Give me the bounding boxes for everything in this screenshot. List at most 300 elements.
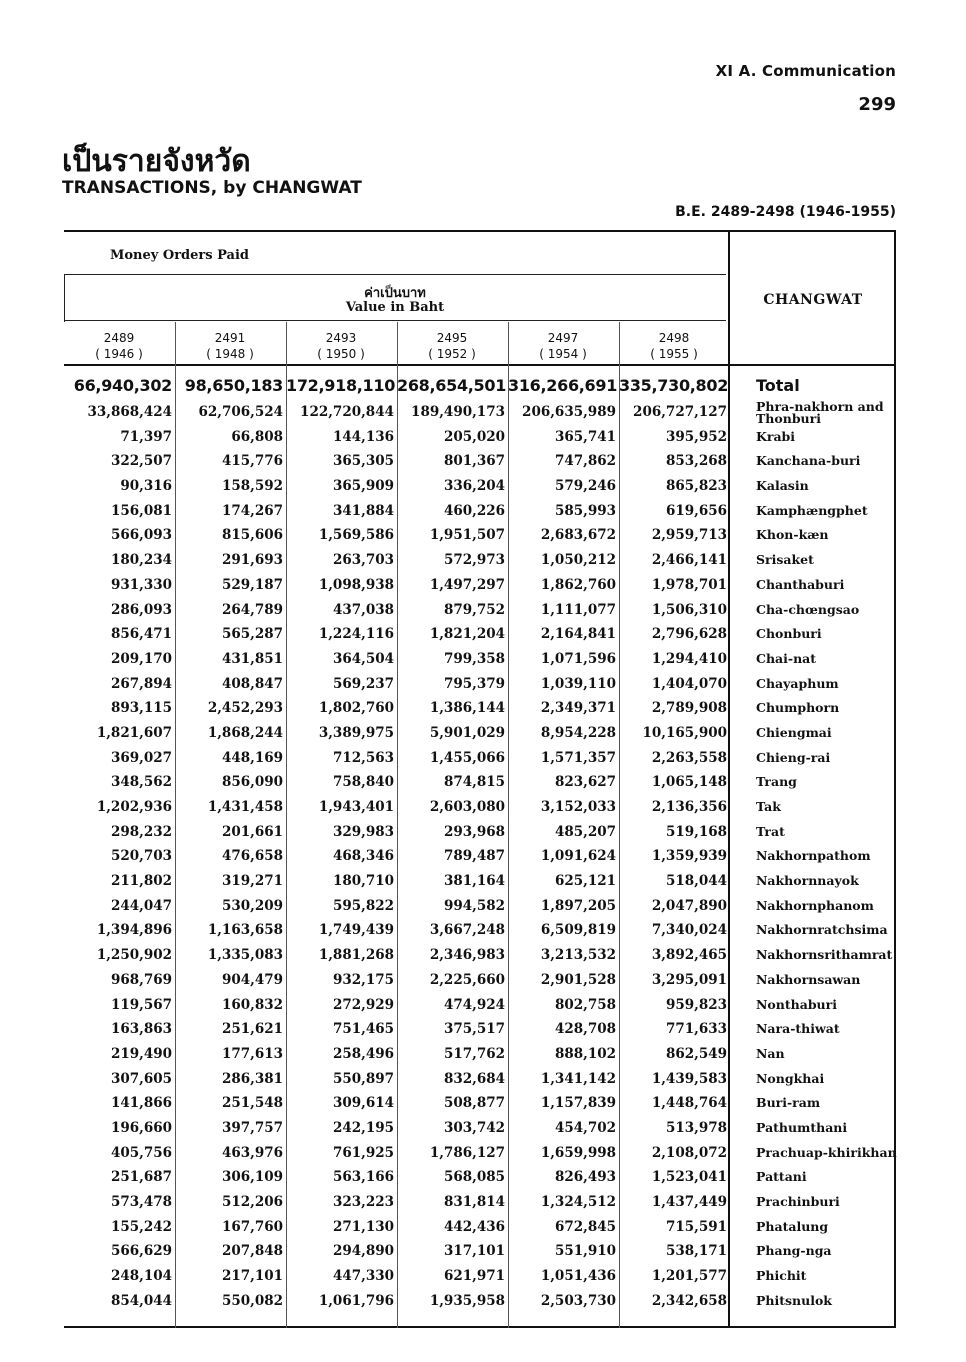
value-cell: 893,115 — [110, 700, 172, 717]
value-cell: 1,250,902 — [96, 947, 172, 964]
changwat-name: Nonthaburi — [756, 996, 837, 1012]
value-cell: 3,152,033 — [540, 799, 616, 815]
value-cell: 747,862 — [554, 453, 616, 470]
value-cell: 158,592 — [221, 478, 283, 495]
value-cell: 1,335,083 — [207, 947, 283, 964]
value-cell: 442,436 — [443, 1218, 505, 1235]
table-row — [64, 1190, 896, 1215]
value-cell: 180,710 — [332, 873, 394, 890]
changwat-name: Chiengmai — [756, 724, 832, 740]
table-row — [64, 820, 896, 845]
table-row — [64, 622, 896, 647]
value-cell: 454,702 — [554, 1119, 616, 1136]
value-cell: 62,706,524 — [198, 404, 283, 420]
changwat-name: Phang-nga — [756, 1243, 832, 1259]
value-cell: 1,404,070 — [651, 675, 727, 692]
group-label: Money Orders Paid — [110, 248, 249, 263]
value-cell: 1,569,586 — [318, 527, 394, 544]
value-cell: 2,901,528 — [540, 971, 616, 988]
year-header — [175, 330, 285, 362]
value-cell: 2,959,713 — [651, 527, 727, 544]
value-cell: 874,815 — [443, 774, 505, 791]
table-row — [64, 1042, 896, 1067]
value-cell: 795,379 — [443, 675, 505, 692]
value-cell: 408,847 — [221, 675, 283, 692]
value-cell: 293,968 — [443, 823, 505, 840]
year-be: 2491 — [214, 331, 246, 345]
value-cell: 66,940,302 — [73, 376, 172, 395]
value-cell: 1,497,297 — [429, 576, 505, 593]
value-cell: 286,093 — [110, 601, 172, 618]
value-cell: 33,868,424 — [87, 404, 172, 420]
value-cell: 1,881,268 — [318, 947, 394, 964]
table-row — [64, 894, 896, 919]
value-cell: 267,894 — [110, 675, 172, 692]
value-cell: 201,661 — [221, 823, 283, 840]
value-cell: 258,496 — [332, 1045, 394, 1062]
value-cell: 566,093 — [110, 527, 172, 544]
section-reference: XI A. Communication — [715, 62, 896, 80]
value-cell: 1,163,658 — [207, 922, 283, 939]
value-cell: 751,465 — [332, 1021, 394, 1038]
value-cell: 447,330 — [332, 1268, 394, 1285]
value-cell: 517,762 — [443, 1045, 505, 1062]
value-cell: 251,687 — [110, 1169, 172, 1186]
table-row — [64, 918, 896, 943]
page-number: 299 — [858, 94, 896, 115]
value-cell: 10,165,900 — [642, 724, 727, 741]
money-orders-table — [64, 230, 896, 1328]
value-cell: 3,213,532 — [540, 947, 616, 964]
value-cell: 513,978 — [665, 1119, 727, 1136]
changwat-name: Trang — [756, 774, 797, 790]
value-cell: 8,954,228 — [540, 724, 616, 741]
value-cell: 512,206 — [221, 1194, 283, 1210]
value-cell: 294,890 — [332, 1243, 394, 1260]
value-cell: 508,877 — [443, 1095, 505, 1112]
rule-under-value-label — [64, 320, 726, 321]
value-cell: 538,171 — [665, 1243, 727, 1260]
value-cell: 2,466,141 — [651, 552, 727, 569]
value-cell: 888,102 — [554, 1045, 616, 1062]
value-cell: 1,659,998 — [540, 1144, 616, 1161]
changwat-name: Krabi — [756, 428, 796, 444]
value-cell: 263,703 — [332, 552, 394, 569]
value-cell: 2,683,672 — [540, 527, 616, 544]
changwat-name: Buri-ram — [756, 1095, 821, 1111]
value-cell: 715,591 — [665, 1218, 727, 1235]
value-cell: 761,925 — [332, 1144, 394, 1161]
table-row — [64, 499, 896, 524]
value-cell: 1,951,507 — [429, 527, 505, 544]
table-row — [64, 523, 896, 548]
value-cell: 307,605 — [110, 1070, 172, 1087]
value-cell: 2,342,658 — [651, 1292, 727, 1309]
value-cell: 244,047 — [110, 897, 172, 914]
table-row — [64, 1289, 896, 1314]
value-label-english: Value in Baht — [345, 300, 445, 315]
value-cell: 1,294,410 — [651, 650, 727, 667]
value-cell: 1,943,401 — [318, 799, 394, 815]
table-row — [64, 1239, 896, 1264]
value-cell: 2,263,558 — [651, 749, 727, 766]
year-be: 2495 — [436, 331, 468, 345]
table-row — [64, 1141, 896, 1166]
changwat-name: Khon-kæn — [756, 527, 829, 543]
table-row — [64, 721, 896, 746]
value-cell: 365,909 — [332, 478, 394, 495]
value-cell: 856,471 — [110, 626, 172, 643]
value-cell: 364,504 — [332, 650, 394, 667]
value-cell: 585,993 — [554, 502, 616, 519]
year-be: 2493 — [325, 331, 357, 345]
table-row — [64, 746, 896, 771]
value-cell: 2,346,983 — [429, 947, 505, 964]
changwat-name: Trat — [756, 823, 785, 839]
value-cell: 551,910 — [554, 1243, 616, 1260]
value-cell: 625,121 — [554, 873, 616, 890]
value-cell: 854,044 — [110, 1292, 172, 1309]
value-cell: 6,509,819 — [540, 922, 616, 939]
value-cell: 569,237 — [332, 675, 394, 692]
value-cell: 1,786,127 — [429, 1144, 505, 1161]
year-ce: ( 1955 ) — [650, 347, 698, 361]
table-row — [64, 672, 896, 697]
value-cell: 1,324,512 — [540, 1194, 616, 1210]
changwat-name: Cha-chœngsao — [756, 601, 860, 617]
changwat-name: Phitsnulok — [756, 1292, 832, 1308]
value-cell: 1,821,607 — [96, 724, 172, 741]
value-cell: 1,523,041 — [651, 1169, 727, 1186]
value-cell: 264,789 — [221, 601, 283, 618]
value-cell: 206,727,127 — [633, 404, 727, 420]
changwat-name: Kanchana-buri — [756, 453, 861, 469]
value-cell: 1,065,148 — [651, 774, 727, 791]
value-cell: 309,614 — [332, 1095, 394, 1112]
value-cell: 968,769 — [110, 971, 172, 988]
value-cell: 271,130 — [332, 1218, 394, 1235]
value-cell: 563,166 — [332, 1169, 394, 1186]
value-cell: 530,209 — [221, 897, 283, 914]
value-cell: 485,207 — [554, 823, 616, 840]
value-cell: 180,234 — [110, 552, 172, 569]
value-cell: 1,050,212 — [540, 552, 616, 569]
year-ce: ( 1948 ) — [206, 347, 254, 361]
value-cell: 1,862,760 — [540, 576, 616, 593]
value-cell: 573,478 — [110, 1194, 172, 1210]
period-label: B.E. 2489-2498 (1946-1955) — [675, 204, 896, 220]
value-cell: 1,802,760 — [318, 700, 394, 717]
value-cell: 529,187 — [221, 576, 283, 593]
value-cell: 566,629 — [110, 1243, 172, 1260]
changwat-name: Chayaphum — [756, 675, 839, 691]
changwat-name: Nara-thiwat — [756, 1021, 840, 1037]
value-cell: 415,776 — [221, 453, 283, 470]
changwat-name: Srisaket — [756, 552, 814, 568]
total-row — [64, 374, 896, 400]
table-row — [64, 1017, 896, 1042]
value-cell: 7,340,024 — [651, 922, 727, 939]
value-cell: 1,868,244 — [207, 724, 283, 741]
value-cell: 303,742 — [443, 1119, 505, 1136]
value-cell: 196,660 — [110, 1119, 172, 1136]
value-cell: 174,267 — [221, 502, 283, 519]
changwat-name: Kalasin — [756, 478, 809, 494]
value-cell: 335,730,802 — [619, 376, 729, 395]
value-cell: 2,603,080 — [429, 799, 505, 815]
value-cell: 1,051,436 — [540, 1268, 616, 1285]
year-ce: ( 1950 ) — [317, 347, 365, 361]
value-cell: 298,232 — [110, 823, 172, 840]
table-row — [64, 696, 896, 721]
value-cell: 904,479 — [221, 971, 283, 988]
changwat-name: Kamphængphet — [756, 502, 868, 518]
value-cell: 712,563 — [332, 749, 394, 766]
table-row — [64, 1091, 896, 1116]
changwat-name: Chieng-rai — [756, 749, 831, 765]
value-cell: 90,316 — [120, 478, 172, 495]
value-cell: 1,437,449 — [651, 1194, 727, 1210]
value-cell: 205,020 — [443, 428, 505, 445]
year-header — [286, 330, 396, 362]
value-cell: 823,627 — [554, 774, 616, 791]
value-cell: 879,752 — [443, 601, 505, 618]
value-cell: 209,170 — [110, 650, 172, 667]
value-cell: 832,684 — [443, 1070, 505, 1087]
table-row — [64, 993, 896, 1018]
value-cell: 468,346 — [332, 848, 394, 865]
table-row — [64, 598, 896, 623]
value-cell: 831,814 — [443, 1194, 505, 1210]
value-cell: 1,111,077 — [540, 601, 616, 618]
value-cell: 1,897,205 — [540, 897, 616, 914]
value-cell: 211,802 — [110, 873, 172, 890]
year-be: 2497 — [547, 331, 579, 345]
table-row — [64, 647, 896, 672]
changwat-name: Pathumthani — [756, 1119, 848, 1135]
year-header — [508, 330, 618, 362]
table-row — [64, 844, 896, 869]
table-row — [64, 968, 896, 993]
changwat-name: Chanthaburi — [756, 576, 845, 592]
changwat-name: Nongkhai — [756, 1070, 825, 1086]
value-cell: 217,101 — [221, 1268, 283, 1285]
value-cell: 1,448,764 — [651, 1095, 727, 1112]
value-cell: 329,983 — [332, 823, 394, 840]
value-cell: 520,703 — [110, 848, 172, 865]
value-cell: 474,924 — [443, 996, 505, 1013]
value-cell: 1,978,701 — [651, 576, 727, 593]
value-cell: 3,667,248 — [429, 922, 505, 939]
year-ce: ( 1954 ) — [539, 347, 587, 361]
changwat-name: Tak — [756, 799, 781, 814]
value-cell: 119,567 — [110, 996, 172, 1013]
year-header — [397, 330, 507, 362]
value-cell: 802,758 — [554, 996, 616, 1013]
value-cell: 865,823 — [665, 478, 727, 495]
value-cell: 771,633 — [665, 1021, 727, 1038]
value-cell: 155,242 — [110, 1218, 172, 1235]
value-cell: 3,295,091 — [651, 971, 727, 988]
year-ce: ( 1946 ) — [95, 347, 143, 361]
changwat-name: Total — [756, 376, 800, 395]
table-row — [64, 943, 896, 968]
value-cell: 163,863 — [110, 1021, 172, 1038]
changwat-name: Nakhornratchsima — [756, 922, 888, 938]
value-cell: 141,866 — [110, 1095, 172, 1112]
value-cell: 369,027 — [110, 749, 172, 766]
value-cell: 931,330 — [110, 576, 172, 593]
value-cell: 672,845 — [554, 1218, 616, 1235]
value-cell: 272,929 — [332, 996, 394, 1013]
value-cell: 3,389,975 — [318, 724, 394, 741]
value-cell: 219,490 — [110, 1045, 172, 1062]
value-cell: 189,490,173 — [411, 404, 505, 420]
value-cell: 1,098,938 — [318, 576, 394, 593]
table-row — [64, 1215, 896, 1240]
value-cell: 1,935,958 — [429, 1292, 505, 1309]
value-cell: 2,047,890 — [651, 897, 727, 914]
value-cell: 348,562 — [110, 774, 172, 791]
rule-under-year-headers — [64, 364, 896, 366]
value-cell: 336,204 — [443, 478, 505, 495]
value-cell: 1,749,439 — [318, 922, 394, 939]
value-cell: 1,439,583 — [651, 1070, 727, 1087]
value-cell: 550,897 — [332, 1070, 394, 1087]
value-cell: 476,658 — [221, 848, 283, 865]
value-cell: 1,157,839 — [540, 1095, 616, 1112]
value-cell: 1,394,896 — [96, 922, 172, 939]
changwat-name: Chumphorn — [756, 700, 840, 716]
value-cell: 286,381 — [221, 1070, 283, 1087]
value-cell: 619,656 — [665, 502, 727, 519]
year-ce: ( 1952 ) — [428, 347, 476, 361]
table-row — [64, 770, 896, 795]
value-cell: 98,650,183 — [184, 376, 283, 395]
changwat-name: Nakhornsrithamrat — [756, 947, 893, 963]
year-be: 2498 — [658, 331, 690, 345]
value-cell: 365,305 — [332, 453, 394, 470]
value-cell: 579,246 — [554, 478, 616, 495]
value-cell: 319,271 — [221, 873, 283, 890]
title-thai: เป็นรายจังหวัด — [62, 144, 251, 179]
value-cell: 71,397 — [120, 428, 172, 445]
value-cell: 160,832 — [221, 996, 283, 1013]
table-row — [64, 869, 896, 894]
value-cell: 1,061,796 — [318, 1292, 394, 1309]
value-cell: 1,455,066 — [429, 749, 505, 766]
value-cell: 322,507 — [110, 453, 172, 470]
value-label-thai: ค่าเป็นบาท — [364, 286, 426, 301]
changwat-name: Prachinburi — [756, 1194, 840, 1209]
value-cell: 1,201,577 — [651, 1268, 727, 1285]
value-cell: 826,493 — [554, 1169, 616, 1186]
value-cell: 789,487 — [443, 848, 505, 865]
table-row — [64, 548, 896, 573]
value-cell: 251,621 — [221, 1021, 283, 1038]
value-cell: 156,081 — [110, 502, 172, 519]
value-cell: 341,884 — [332, 502, 394, 519]
table-row — [64, 1116, 896, 1141]
value-cell: 2,789,908 — [651, 700, 727, 717]
value-cell: 323,223 — [332, 1194, 394, 1210]
value-cell: 1,821,204 — [429, 626, 505, 643]
value-cell: 799,358 — [443, 650, 505, 667]
changwat-name: Phra-nakhorn and Thonburi — [756, 399, 884, 426]
value-cell: 519,168 — [665, 823, 727, 840]
value-cell: 460,226 — [443, 502, 505, 519]
value-cell: 862,549 — [665, 1045, 727, 1062]
value-cell: 365,741 — [554, 428, 616, 445]
value-cell: 397,757 — [221, 1119, 283, 1136]
value-cell: 2,136,356 — [651, 799, 727, 815]
value-cell: 167,760 — [221, 1218, 283, 1235]
value-cell: 207,848 — [221, 1243, 283, 1260]
value-cell: 621,971 — [443, 1268, 505, 1285]
changwat-name: Nakhornnayok — [756, 873, 859, 889]
value-cell: 172,918,110 — [286, 376, 396, 395]
value-cell: 251,548 — [221, 1095, 283, 1112]
changwat-name: Chonburi — [756, 626, 822, 642]
value-cell: 381,164 — [443, 873, 505, 890]
value-cell: 2,164,841 — [540, 626, 616, 643]
value-cell: 144,136 — [332, 428, 394, 445]
table-top-rule — [64, 230, 896, 232]
year-header — [619, 330, 729, 362]
value-cell: 1,341,142 — [540, 1070, 616, 1087]
value-cell: 428,708 — [554, 1021, 616, 1038]
table-bottom-rule — [64, 1326, 896, 1328]
value-cell: 2,225,660 — [429, 971, 505, 988]
value-cell: 122,720,844 — [300, 404, 394, 420]
rule-under-group-label — [64, 274, 726, 275]
changwat-name: Phatalung — [756, 1218, 829, 1234]
value-cell: 2,452,293 — [207, 700, 283, 717]
value-cell: 550,082 — [221, 1292, 283, 1309]
table-row — [64, 449, 896, 474]
table-row — [64, 1264, 896, 1289]
table-body — [64, 374, 896, 1313]
title-english: TRANSACTIONS, by CHANGWAT — [62, 178, 362, 198]
year-header — [64, 330, 174, 362]
changwat-name: Chai-nat — [756, 650, 817, 666]
table-row — [64, 400, 896, 425]
value-cell: 242,195 — [332, 1119, 394, 1136]
table-row — [64, 795, 896, 820]
value-cell: 565,287 — [221, 626, 283, 643]
value-cell: 568,085 — [443, 1169, 505, 1186]
value-cell: 437,038 — [332, 601, 394, 618]
value-cell: 2,108,072 — [651, 1144, 727, 1161]
value-cell: 177,613 — [221, 1045, 283, 1062]
value-cell: 572,973 — [443, 552, 505, 569]
value-cell: 1,071,596 — [540, 650, 616, 667]
value-cell: 5,901,029 — [429, 724, 505, 741]
value-cell: 2,349,371 — [540, 700, 616, 717]
value-cell: 1,506,310 — [651, 601, 727, 618]
changwat-name: Pattani — [756, 1169, 807, 1185]
value-cell: 291,693 — [221, 552, 283, 569]
changwat-header: CHANGWAT — [763, 292, 863, 308]
value-cell: 1,571,357 — [540, 749, 616, 766]
value-cell: 994,582 — [443, 897, 505, 914]
table-row — [64, 425, 896, 450]
value-cell: 66,808 — [231, 428, 283, 445]
changwat-name: Nakhornpathom — [756, 848, 871, 864]
value-cell: 405,756 — [110, 1144, 172, 1161]
value-cell: 959,823 — [665, 996, 727, 1013]
value-cell: 317,101 — [443, 1243, 505, 1260]
